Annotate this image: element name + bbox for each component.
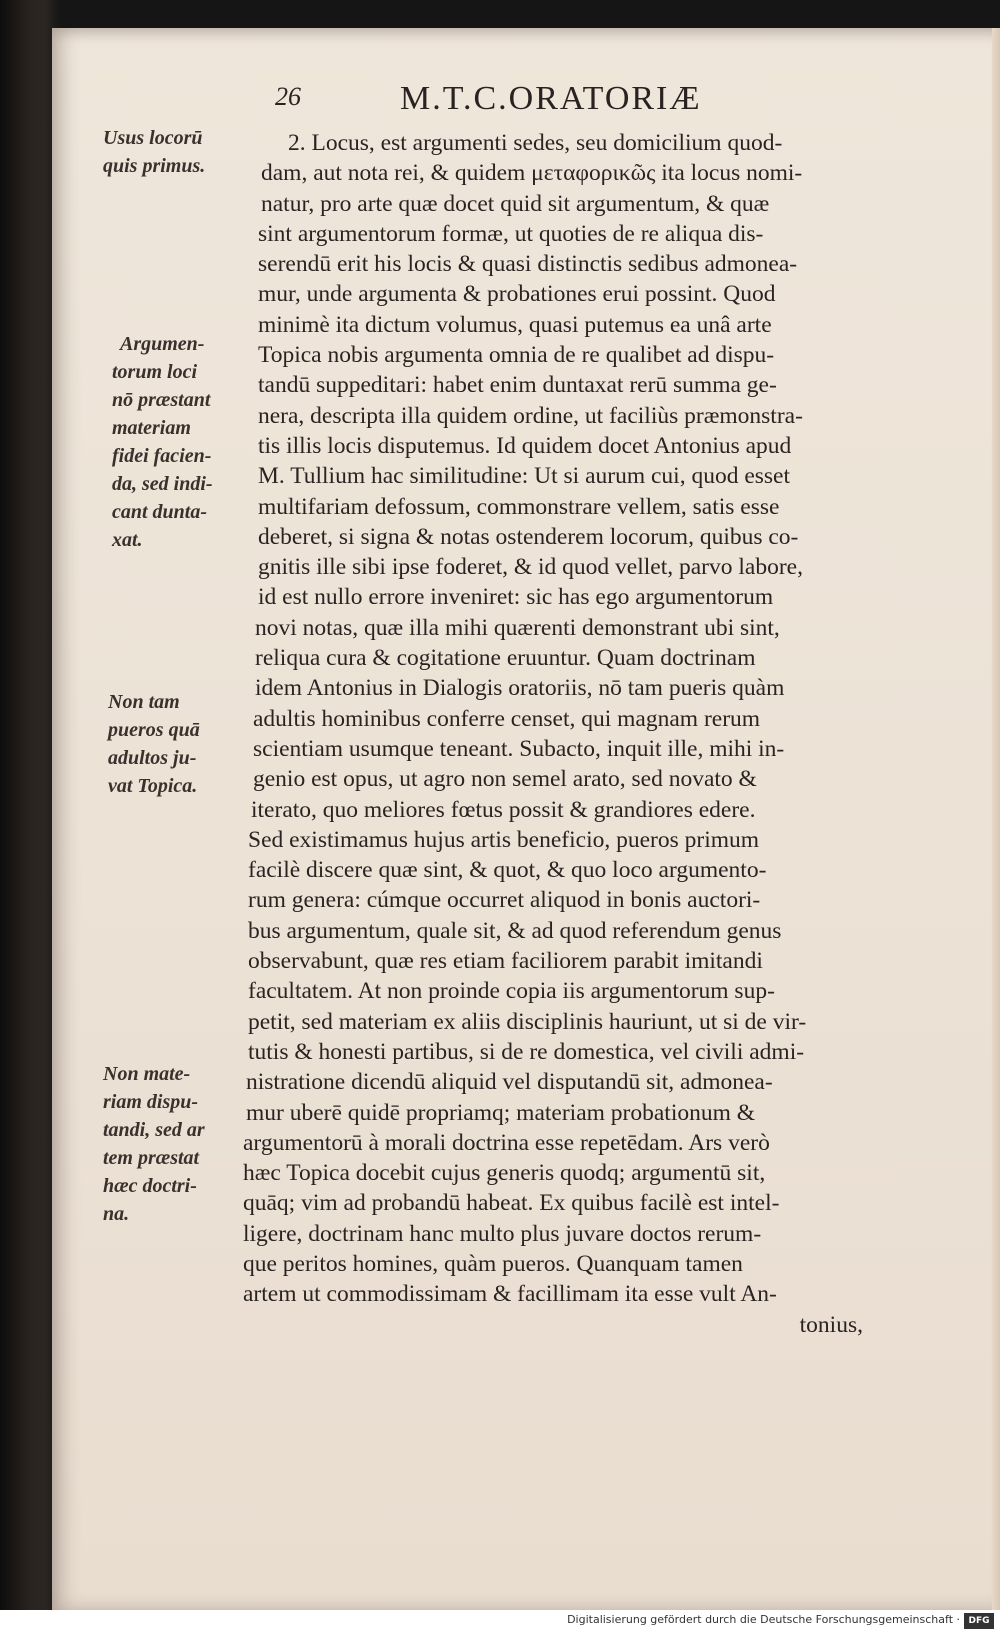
marginal-line: tandi, sed ar: [103, 1119, 205, 1141]
text-line: ligere, doctrinam hanc multo plus juvare doctos rerum-: [243, 1220, 762, 1247]
main-text-block: [243, 128, 883, 1340]
text-line: iterato, quo meliores fœtus possit & grandiores edere.: [251, 796, 756, 823]
text-line: hæc Topica docebit cujus generis quodq; argumentū sit,: [243, 1160, 766, 1187]
marginal-line: torum loci: [112, 361, 198, 383]
dfg-logo-icon: DFG: [964, 1613, 994, 1629]
text-line: multifariam defossum, commonstrare vellem, satis esse: [258, 493, 780, 520]
text-line: observabunt, quæ res etiam faciliorem parabit imitandi: [248, 948, 763, 975]
text-line: idem Antonius in Dialogis oratoriis, nō tam pueris quàm: [255, 675, 785, 702]
text-line: tis illis locis disputemus. Id quidem docet Antonius apud: [258, 432, 792, 459]
text-line: tutis & honesti partibus, si de re domestica, vel civili admi-: [248, 1038, 805, 1065]
text-line: mur, unde argumenta & probationes erui possint. Quod: [258, 281, 776, 308]
text-line: novi notas, quæ illa mihi quærenti demonstrant ubi sint,: [255, 614, 780, 641]
marginal-line: pueros quā: [108, 719, 200, 741]
text-line: deberet, si signa & notas ostenderem locorum, quibus co-: [258, 523, 799, 550]
text-line: 2. Locus, est argumenti sedes, seu domicilium quod-: [288, 130, 783, 156]
text-line: petit, sed materiam ex aliis disciplinis hauriunt, ut si de vir-: [248, 1008, 807, 1035]
text-line: facultatem. At non proinde copia iis argumentorum sup-: [248, 978, 775, 1005]
text-line: Topica nobis argumenta omnia de re qualibet ad dispu-: [258, 342, 775, 369]
marginal-line: materiam: [112, 417, 191, 439]
text-line: bus argumentum, quale sit, & ad quod referendum genus: [248, 917, 782, 944]
marginal-line: vat Topica.: [108, 775, 198, 797]
text-line: argumentorū à morali doctrina esse repetēdam. Ars verò: [243, 1129, 770, 1156]
text-line: M. Tullium hac similitudine: Ut si aurum cui, quod esset: [258, 463, 791, 490]
text-line: facilè discere quæ sint, & quot, & quo loco argumento-: [248, 857, 767, 884]
text-line: nera, descripta illa quidem ordine, ut faciliùs præmonstra-: [258, 402, 803, 429]
marginal-note-non-materiam: [103, 1060, 253, 1228]
marginal-line: riam dispu-: [103, 1091, 199, 1113]
text-line: nistratione dicendū aliquid vel disputandū sit, admonea-: [246, 1069, 773, 1096]
text-line: minimè ita dictum volumus, quasi putemus ea unâ arte: [258, 311, 772, 338]
marginal-note-usus-locorum: [103, 124, 253, 180]
text-line: Sed existimamus hujus artis beneficio, pueros primum: [248, 826, 760, 853]
marginal-line: Non tam: [108, 691, 180, 713]
text-line: que peritos homines, quàm pueros. Quanquam tamen: [243, 1250, 743, 1277]
marginal-line: hæc doctri-: [103, 1175, 197, 1197]
marginal-line: da, sed indi-: [112, 473, 213, 495]
text-line: gnitis ille sibi ipse foderet, & id quod vellet, parvo labore,: [258, 554, 803, 581]
marginal-note-non-tam-pueros: [108, 688, 258, 800]
digitization-footer: [0, 1610, 1000, 1633]
text-line: rum genera: cúmque occurret aliquod in bonis auctori-: [248, 887, 761, 914]
marginal-line: Argumen-: [120, 333, 205, 355]
text-line: dam, aut nota rei, & quidem μεταφορικῶς ita locus nomi-: [261, 160, 803, 187]
marginal-line: Usus locorū: [103, 127, 203, 149]
marginal-note-argumentorum-loci: [112, 330, 262, 554]
marginal-line: quis primus.: [103, 155, 206, 177]
text-line: adultis hominibus conferre censet, qui magnam rerum: [253, 705, 761, 732]
text-line: serendū erit his locis & quasi distinctis sedibus admonea-: [258, 251, 798, 278]
text-line: tandū suppeditari: habet enim duntaxat rerū summa ge-: [258, 372, 777, 399]
marginal-line: xat.: [112, 529, 143, 551]
text-line: reliqua cura & cogitatione eruuntur. Quam doctrinam: [255, 645, 756, 672]
catchword: tonius,: [799, 1311, 863, 1338]
text-line: genio est opus, ut agro non semel arato, sed novato &: [253, 766, 757, 793]
text-line: mur uberē quidē propriamq; materiam probationum &: [246, 1099, 756, 1126]
text-line: quāq; vim ad probandū habeat. Ex quibus facilè est intel-: [243, 1190, 780, 1217]
marginal-line: nō præstant: [112, 389, 211, 411]
marginal-line: na.: [103, 1203, 130, 1225]
page-number: 26: [275, 82, 301, 111]
marginal-line: adultos ju-: [108, 747, 197, 769]
text-line: natur, pro arte quæ docet quid sit argumentum, & quæ: [261, 190, 770, 217]
text-line: artem ut commodissimam & facillimam ita esse vult An-: [243, 1281, 777, 1308]
marginal-line: fidei facien-: [112, 445, 212, 467]
running-head: [275, 82, 795, 122]
running-title: M.T.C.ORATORIÆ: [400, 80, 702, 117]
text-line: scientiam usumque teneant. Subacto, inquit ille, mihi in-: [253, 735, 785, 762]
marginal-line: Non mate-: [103, 1063, 191, 1085]
text-line: id est nullo errore inveniret: sic has ego argumentorum: [258, 584, 774, 611]
text-line: sint argumentorum formæ, ut quoties de re aliqua dis-: [258, 220, 764, 247]
marginal-line: tem præstat: [103, 1147, 200, 1169]
funding-credit: Digitalisierung gefördert durch die Deutsche Forschungsgemeinschaft ·: [567, 1613, 960, 1626]
marginal-line: cant dunta-: [112, 501, 208, 523]
